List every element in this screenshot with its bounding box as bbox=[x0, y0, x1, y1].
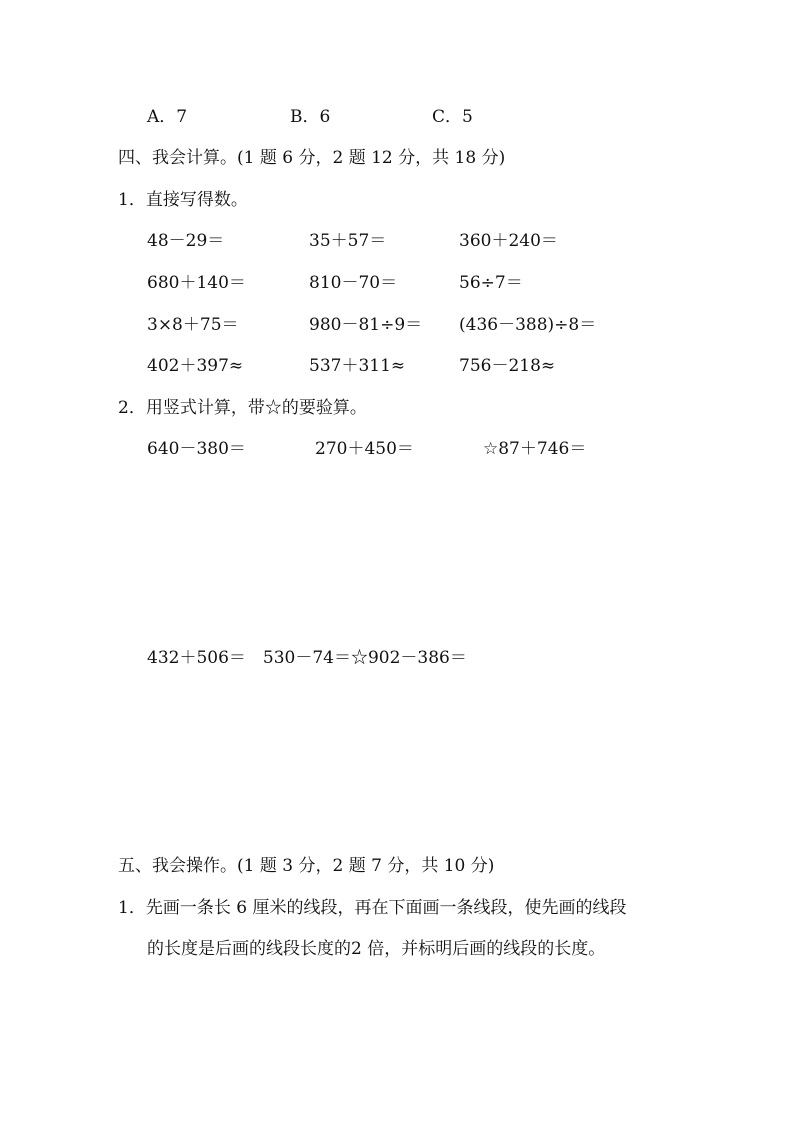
choice-b: B．6 bbox=[290, 107, 331, 127]
calc-item: 980－81÷9＝ bbox=[309, 315, 423, 335]
calc-item: 48－29＝ bbox=[147, 231, 225, 251]
calc-item: (436－388)÷8＝ bbox=[459, 315, 597, 335]
section-5-heading: 五、我会操作。(1 题 3 分，2 题 7 分，共 10 分) bbox=[118, 856, 495, 876]
vertical-calc-item: 640－380＝ bbox=[147, 439, 246, 459]
calc-item: 3×8＋75＝ bbox=[147, 315, 239, 335]
calc-item: 56÷7＝ bbox=[459, 273, 523, 293]
calc-item: 756－218≈ bbox=[459, 356, 556, 376]
calc-item: 810－70＝ bbox=[309, 273, 398, 293]
vertical-calc-row-2: 432＋506＝ 530－74＝☆902－386＝ bbox=[147, 648, 467, 668]
section-5-question-1-line-1: 1．先画一条长 6 厘米的线段，再在下面画一条线段，使先画的线段 bbox=[118, 898, 627, 918]
vertical-calc-item: 270＋450＝ bbox=[315, 439, 414, 459]
calc-item: 680＋140＝ bbox=[147, 273, 246, 293]
question-1-prompt: 1．直接写得数。 bbox=[118, 190, 248, 210]
choice-a: A．7 bbox=[147, 107, 188, 127]
section-4-heading: 四、我会计算。(1 题 6 分，2 题 12 分，共 18 分) bbox=[118, 148, 506, 168]
calc-item: 537＋311≈ bbox=[309, 356, 406, 376]
choice-c: C．5 bbox=[432, 107, 473, 127]
calc-item: 402＋397≈ bbox=[147, 356, 244, 376]
question-2-prompt: 2．用竖式计算，带☆的要验算。 bbox=[118, 398, 367, 418]
calc-item: 35＋57＝ bbox=[309, 231, 387, 251]
section-5-question-1-line-2: 的长度是后画的线段长度的2 倍，并标明后画的线段的长度。 bbox=[147, 939, 606, 959]
calc-item: 360＋240＝ bbox=[459, 231, 558, 251]
vertical-calc-item: ☆87＋746＝ bbox=[483, 439, 587, 459]
